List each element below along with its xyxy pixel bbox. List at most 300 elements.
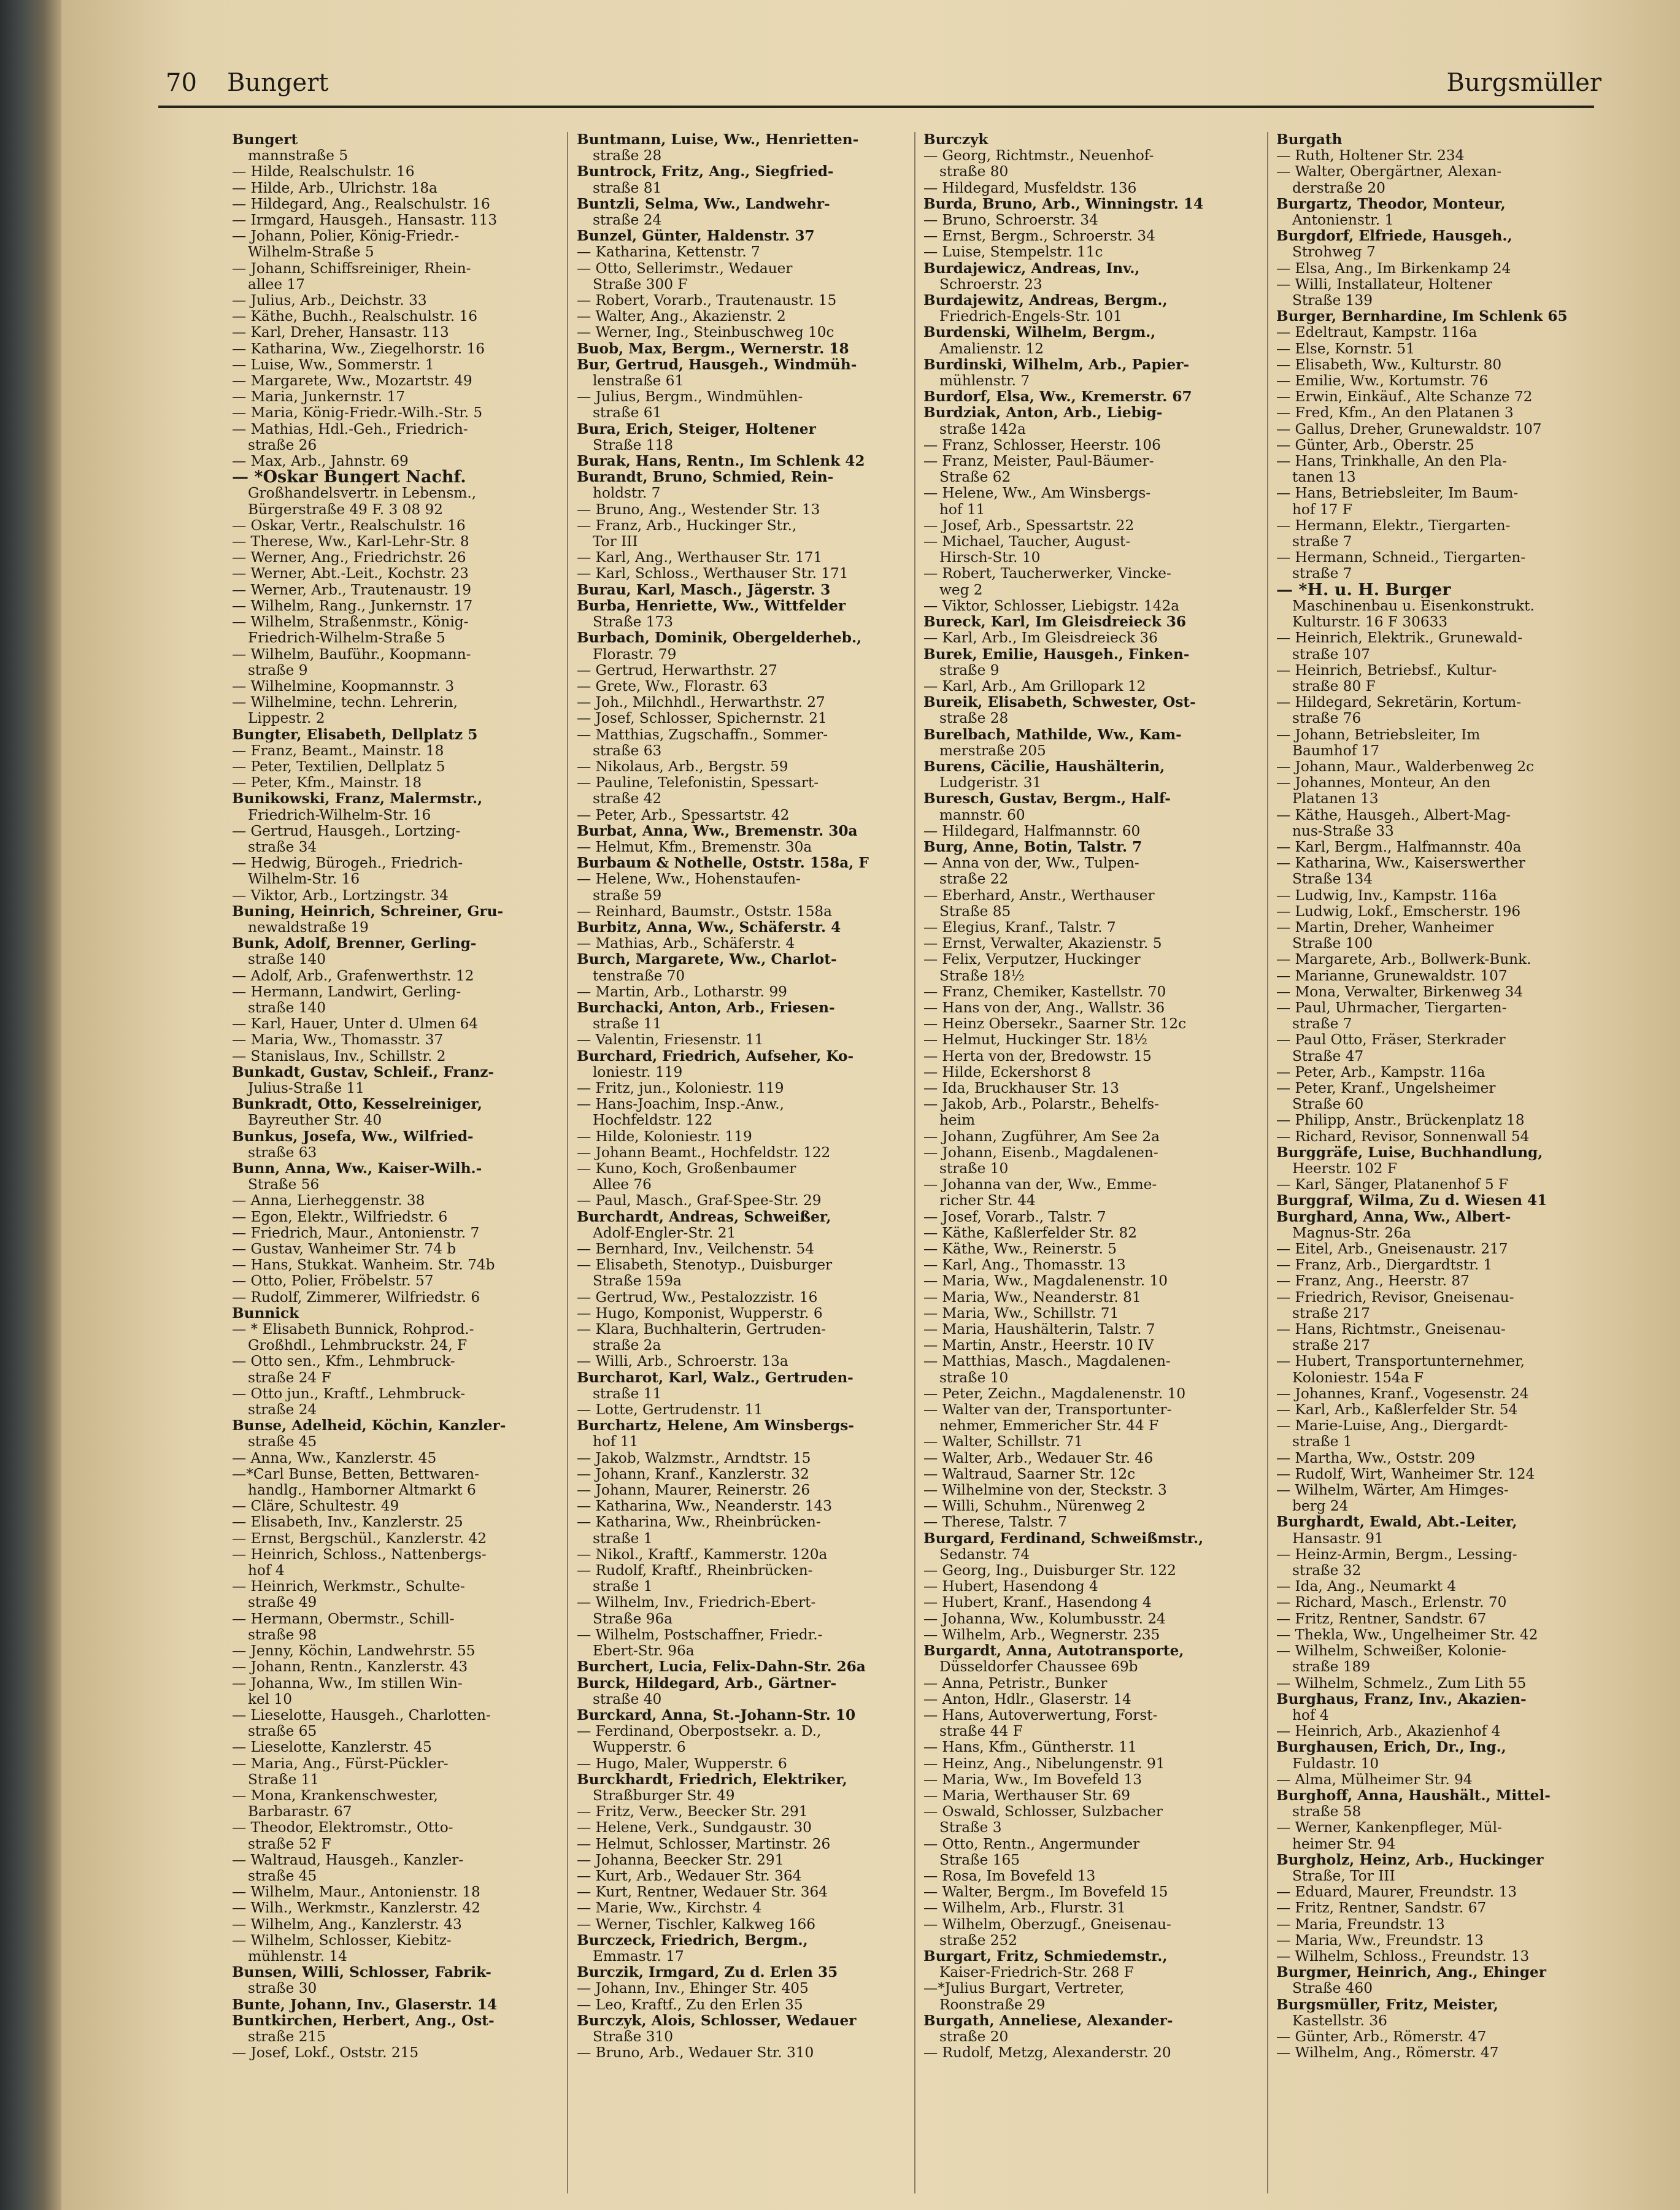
directory-entry-line: straße 45	[248, 1868, 317, 1884]
directory-entry-line: — Heinrich, Elektrik., Grunewald-	[1276, 630, 1523, 647]
directory-entry-line: derstraße 20	[1292, 180, 1385, 196]
directory-entry-line: — Maria, Ww., Magdalenenstr. 10	[923, 1273, 1168, 1290]
directory-entry-line: — Anna, Ww., Kanzlerstr. 45	[232, 1450, 437, 1466]
directory-entry-line: Bur, Gertrud, Hausgeh., Windmüh-	[577, 356, 857, 373]
directory-entry-line: — Maria, Freundstr. 13	[1276, 1916, 1445, 1933]
directory-entry-line: — Karl, Arb., Am Grillopark 12	[923, 678, 1146, 695]
directory-entry-line: — Heinz, Ang., Nibelungenstr. 91	[923, 1755, 1165, 1772]
directory-entry-line: — Ruth, Holtener Str. 234	[1276, 148, 1465, 164]
directory-entry-line: — Wilhelm, Postschaffner, Friedr.-	[577, 1627, 823, 1643]
directory-entry-line: Burckhardt, Friedrich, Elektriker,	[577, 1771, 847, 1788]
directory-entry-line: — Viktor, Arb., Lortzingstr. 34	[232, 887, 449, 904]
book-binding	[0, 0, 61, 2210]
directory-entry-line: straße 80	[939, 164, 1009, 180]
directory-entry-line: — Edeltraut, Kampstr. 116a	[1276, 325, 1478, 341]
directory-entry-line: nus-Straße 33	[1292, 823, 1394, 839]
directory-entry-line: — Michael, Taucher, August-	[923, 534, 1131, 550]
directory-entry-line: — Nikolaus, Arb., Bergstr. 59	[577, 758, 788, 775]
directory-entry-line: — Wilhelmine, Koopmannstr. 3	[232, 678, 455, 695]
directory-entry-line: — Otto, Polier, Fröbelstr. 57	[232, 1273, 434, 1290]
directory-entry-line: — Otto, Rentn., Angermunder	[923, 1836, 1140, 1852]
directory-entry-line: — Bruno, Arb., Wedauer Str. 310	[577, 2045, 814, 2062]
directory-entry-line: — Wilhelm, Wärter, Am Himges-	[1276, 1482, 1509, 1499]
directory-entry-line: straße 7	[1292, 566, 1352, 582]
header-keyword-left: Bungert	[227, 69, 329, 97]
directory-entry-line: hof 11	[939, 501, 985, 518]
directory-entry-line: — Friedrich, Maur., Antonienstr. 7	[232, 1225, 480, 1241]
directory-entry-line: straße 52 F	[248, 1836, 331, 1852]
directory-entry-line: richer Str. 44	[939, 1193, 1036, 1209]
directory-entry-line: loniestr. 119	[593, 1064, 683, 1080]
directory-entry-line: straße 45	[248, 1434, 317, 1450]
directory-entry-line: — Grete, Ww., Florastr. 63	[577, 678, 768, 695]
directory-entry-line: — Hermann, Landwirt, Gerling-	[232, 984, 461, 1000]
directory-entry-line: hof 11	[593, 1434, 639, 1450]
directory-entry-line: straße 140	[248, 999, 326, 1016]
directory-entry-line: Lippestr. 2	[248, 710, 325, 727]
directory-entry-line: straße 1	[1292, 1434, 1352, 1450]
directory-entry-line: Burda, Bruno, Arb., Winningstr. 14	[923, 196, 1204, 212]
directory-entry-line: — Karl, Schloss., Werthauser Str. 171	[577, 566, 849, 582]
directory-entry-line: — Robert, Vorarb., Trautenaustr. 15	[577, 293, 837, 309]
directory-entry-line: Burghausen, Erich, Dr., Ing.,	[1276, 1739, 1506, 1756]
directory-entry-line: — Hubert, Kranf., Hasendong 4	[923, 1595, 1152, 1611]
directory-entry-line: Roonstraße 29	[939, 1996, 1046, 2013]
directory-entry-line: mannstr. 60	[939, 807, 1025, 823]
page-number: 70	[166, 69, 197, 97]
directory-entry-line: — Johann, Inv., Ehinger Str. 405	[577, 1981, 809, 1997]
directory-entry-line: Burgath, Anneliese, Alexander-	[923, 2012, 1173, 2029]
directory-entry-line: straße 58	[1292, 1804, 1362, 1820]
directory-entry-line: Baumhof 17	[1292, 742, 1380, 759]
directory-entry-line: — Johann, Rentn., Kanzlerstr. 43	[232, 1659, 468, 1676]
directory-entry-line: straße 32	[1292, 1563, 1362, 1579]
directory-entry-line: Amalienstr. 12	[939, 341, 1044, 357]
directory-entry-line: Bunnick	[232, 1305, 299, 1322]
directory-entry-line: — Marianne, Grunewaldstr. 107	[1276, 968, 1508, 984]
directory-entry-line: — Günter, Arb., Römerstr. 47	[1276, 2028, 1487, 2045]
directory-entry-line: Allee 76	[593, 1177, 652, 1193]
directory-entry-line: — Gertrud, Herwarthstr. 27	[577, 662, 777, 679]
directory-entry-line: — Hans von der, Ang., Wallstr. 36	[923, 999, 1165, 1016]
directory-entry-line: Straße 96a	[593, 1611, 673, 1627]
directory-entry-line: Burbaum & Nothelle, Oststr. 158a, F	[577, 855, 869, 872]
directory-entry-line: — Heinrich, Arb., Akazienhof 4	[1276, 1723, 1501, 1740]
directory-entry-line: — Jakob, Walzmstr., Arndtstr. 15	[577, 1450, 811, 1466]
directory-entry-line: straße 142a	[939, 421, 1026, 437]
directory-entry-line: straße 26	[248, 437, 317, 453]
directory-entry-line: — Franz, Beamt., Mainstr. 18	[232, 742, 444, 759]
directory-entry-line: — Rosa, Im Bovefeld 13	[923, 1868, 1096, 1884]
directory-entry-line: — Heinz-Armin, Bergm., Lessing-	[1276, 1546, 1517, 1563]
directory-entry-line: — Wilhelm, Schlosser, Kiebitz-	[232, 1932, 452, 1949]
directory-entry-line: Burch, Margarete, Ww., Charlot-	[577, 952, 837, 968]
directory-entry-line: Burau, Karl, Masch., Jägerstr. 3	[577, 582, 831, 598]
directory-entry-line: — Heinrich, Betriebsf., Kultur-	[1276, 662, 1497, 679]
directory-entry-line: — Helmut, Huckinger Str. 18½	[923, 1032, 1147, 1049]
directory-entry-line: straße 9	[248, 662, 308, 679]
directory-entry-line: — Katharina, Kettenstr. 7	[577, 244, 760, 261]
directory-entry-line: Straße 118	[593, 437, 673, 453]
directory-entry-line: — Rudolf, Zimmerer, Wilfriedstr. 6	[232, 1289, 480, 1306]
directory-entry-line: — Maria, Ww., Freundstr. 13	[1276, 1932, 1484, 1949]
directory-column-2	[577, 132, 911, 2200]
directory-entry-line: mühlenstr. 7	[939, 373, 1030, 390]
directory-entry-line: — Elsa, Ang., Im Birkenkamp 24	[1276, 260, 1511, 277]
directory-entry-line: — Wilhelmine von der, Steckstr. 3	[923, 1482, 1167, 1499]
directory-entry-line: — Wilhelm, Arb., Flurstr. 31	[923, 1900, 1126, 1917]
directory-entry-line: — Gustav, Wanheimer Str. 74 b	[232, 1241, 457, 1258]
directory-entry-line: straße 24 F	[248, 1369, 331, 1386]
directory-entry-line: — Johanna, Ww., Im stillen Win-	[232, 1675, 463, 1692]
directory-entry-line: tenstraße 70	[593, 968, 685, 984]
directory-entry-line: — Matthias, Masch., Magdalenen-	[923, 1353, 1171, 1370]
directory-entry-line: Burandt, Bruno, Schmied, Rein-	[577, 469, 834, 486]
directory-entry-line: Straße 18½	[939, 968, 1025, 984]
directory-entry-line: Burchartz, Helene, Am Winsbergs-	[577, 1418, 854, 1434]
directory-entry-line: straße 61	[593, 405, 662, 422]
directory-entry-line: Burgard, Ferdinand, Schweißmstr.,	[923, 1530, 1204, 1547]
directory-entry-line: — Wilh., Werkmstr., Kanzlerstr. 42	[232, 1900, 481, 1917]
directory-entry-line: Adolf-Engler-Str. 21	[593, 1225, 736, 1241]
directory-entry-line: Straße 62	[939, 469, 1011, 486]
directory-entry-line: straße 28	[593, 148, 662, 164]
directory-entry-line: — Josef, Vorarb., Talstr. 7	[923, 1209, 1106, 1225]
directory-entry-line: Burgart, Fritz, Schmiedemstr.,	[923, 1948, 1168, 1965]
directory-entry-line: — Maria, Ww., Thomasstr. 37	[232, 1032, 444, 1049]
directory-entry-line: — Julius, Bergm., Windmühlen-	[577, 389, 803, 406]
directory-entry-line: straße 7	[1292, 1016, 1352, 1033]
directory-entry-line: Buntrock, Fritz, Ang., Siegfried-	[577, 164, 834, 180]
directory-entry-line: Straße 85	[939, 903, 1011, 920]
directory-entry-line: — Anna, Lierheggenstr. 38	[232, 1193, 425, 1209]
directory-entry-line: Burbat, Anna, Ww., Bremenstr. 30a	[577, 823, 858, 839]
directory-entry-line: — Hermann, Schneid., Tiergarten-	[1276, 550, 1526, 566]
directory-entry-line: — Valentin, Friesenstr. 11	[577, 1032, 764, 1049]
directory-entry-line: — Hans, Trinkhalle, An den Pla-	[1276, 453, 1507, 470]
directory-entry-line: Burgartz, Theodor, Monteur,	[1276, 196, 1506, 212]
directory-entry-line: — Elegius, Kranf., Talstr. 7	[923, 919, 1116, 936]
directory-entry-line: — Johann, Betriebsleiter, Im	[1276, 726, 1481, 743]
directory-entry-line: straße 1	[593, 1579, 653, 1595]
directory-entry-line: — Werner, Ing., Steinbuschweg 10c	[577, 325, 834, 341]
directory-entry-line: Bunkadt, Gustav, Schleif., Franz-	[232, 1064, 495, 1080]
directory-entry-line: — Ferdinand, Oberpostsekr. a. D.,	[577, 1723, 822, 1740]
directory-entry-line: hof 4	[1292, 1707, 1329, 1723]
directory-entry-line: — Therese, Ww., Karl-Lehr-Str. 8	[232, 534, 469, 550]
directory-entry-line: — Karl, Sänger, Platanenhof 5 F	[1276, 1177, 1509, 1193]
directory-entry-line: Burbach, Dominik, Obergelderheb.,	[577, 630, 862, 647]
directory-entry-line: — Hildegard, Sekretärin, Kortum-	[1276, 695, 1522, 711]
directory-entry-line: — Kurt, Rentner, Wedauer Str. 364	[577, 1884, 828, 1901]
directory-entry-line: merstraße 205	[939, 742, 1046, 759]
directory-entry-line: — Egon, Elektr., Wilfriedstr. 6	[232, 1209, 448, 1225]
directory-entry-line: — Werner, Ang., Friedrichstr. 26	[232, 550, 466, 566]
directory-entry-line: Burckard, Anna, St.-Johann-Str. 10	[577, 1707, 856, 1723]
directory-entry-line: Heerstr. 102 F	[1292, 1161, 1397, 1177]
directory-entry-line: — Walter, Schillstr. 71	[923, 1434, 1083, 1450]
directory-entry-line: — Herta von der, Bredowstr. 15	[923, 1048, 1152, 1065]
directory-entry-line: — Katharina, Ww., Ziegelhorstr. 16	[232, 341, 485, 357]
directory-entry-line: Straße 460	[1292, 1981, 1373, 1997]
directory-entry-line: Straße 11	[248, 1771, 320, 1788]
directory-entry-line: — Wilhelm, Schmelz., Zum Lith 55	[1276, 1675, 1527, 1692]
directory-entry-line: Burgmer, Heinrich, Ang., Ehinger	[1276, 1965, 1546, 1981]
directory-entry-line: — Hans-Joachim, Insp.-Anw.,	[577, 1096, 784, 1113]
directory-entry-line: — Katharina, Ww., Neanderstr. 143	[577, 1498, 832, 1515]
directory-entry-line: Burbitz, Anna, Ww., Schäferstr. 4	[577, 919, 841, 936]
directory-entry-line: hof 17 F	[1292, 501, 1352, 518]
directory-entry-line: — Ernst, Bergschül., Kanzlerstr. 42	[232, 1530, 487, 1547]
directory-entry-line: Bunsen, Willi, Schlosser, Fabrik-	[232, 1965, 491, 1981]
directory-entry-line: — Hilde, Realschulstr. 16	[232, 164, 415, 180]
directory-entry-line: Barbarastr. 67	[248, 1804, 352, 1820]
directory-entry-line: straße 189	[1292, 1659, 1370, 1676]
directory-entry-line: — Wilhelm, Rang., Junkernstr. 17	[232, 598, 473, 614]
directory-entry-line: — Karl, Ang., Werthauser Str. 171	[577, 550, 823, 566]
directory-entry-line: — Johanna, Ww., Kolumbusstr. 24	[923, 1611, 1166, 1627]
directory-entry-line: Buresch, Gustav, Bergm., Half-	[923, 791, 1171, 807]
directory-entry-line: Burczeck, Friedrich, Bergm.,	[577, 1932, 808, 1949]
directory-entry-line: Burcharot, Karl, Walz., Gertruden-	[577, 1369, 853, 1386]
directory-entry-line: Bureik, Elisabeth, Schwester, Ost-	[923, 695, 1196, 711]
directory-entry-line: — Anton, Hdlr., Glaserstr. 14	[923, 1691, 1131, 1708]
directory-entry-line: — *Oskar Bungert Nachf.	[232, 469, 466, 486]
directory-entry-line: straße 24	[248, 1402, 317, 1419]
directory-entry-line: — Heinz Obersekr., Saarner Str. 12c	[923, 1016, 1187, 1033]
directory-entry-line: berg 24	[1292, 1498, 1349, 1515]
directory-entry-line: — Jenny, Köchin, Landwehrstr. 55	[232, 1643, 476, 1660]
directory-entry-line: — Hugo, Maler, Wupperstr. 6	[577, 1755, 787, 1772]
directory-entry-line: — Max, Arb., Jahnstr. 69	[232, 453, 409, 470]
directory-entry-line: — Luise, Ww., Sommerstr. 1	[232, 356, 434, 373]
directory-entry-line: straße 9	[939, 662, 1000, 679]
directory-entry-line: — Martin, Dreher, Wanheimer	[1276, 919, 1494, 936]
directory-entry-line: straße 215	[248, 2028, 326, 2045]
directory-entry-line: — Bruno, Schroerstr. 34	[923, 212, 1098, 229]
directory-entry-line: — Elisabeth, Stenotyp., Duisburger	[577, 1257, 833, 1274]
directory-entry-line: — Käthe, Kaßlerfelder Str. 82	[923, 1225, 1138, 1241]
directory-entry-line: Magnus-Str. 26a	[1292, 1225, 1411, 1241]
directory-entry-line: Wilhelm-Str. 16	[248, 871, 360, 888]
directory-entry-line: — Franz, Arb., Huckinger Str.,	[577, 517, 797, 534]
directory-entry-line: Buob, Max, Bergm., Wernerstr. 18	[577, 341, 849, 357]
directory-entry-line: tanen 13	[1292, 469, 1356, 486]
directory-entry-line: Kulturstr. 16 F 30633	[1292, 614, 1448, 631]
directory-entry-line: — Philipp, Anstr., Brückenplatz 18	[1276, 1112, 1525, 1129]
directory-entry-line: — Katharina, Ww., Rheinbrücken-	[577, 1514, 821, 1531]
directory-entry-line: nehmer, Emmericher Str. 44 F	[939, 1418, 1159, 1434]
directory-entry-line: — Martha, Ww., Oststr. 209	[1276, 1450, 1476, 1466]
directory-entry-line: — Otto, Sellerimstr., Wedauer	[577, 260, 793, 277]
directory-entry-line: — Karl, Dreher, Hansastr. 113	[232, 325, 449, 341]
directory-entry-line: — Paul Otto, Fräser, Sterkrader	[1276, 1032, 1506, 1049]
directory-entry-line: — Heinrich, Schloss., Nattenbergs-	[232, 1546, 487, 1563]
directory-entry-line: — Anna, Petristr., Bunker	[923, 1675, 1108, 1692]
directory-entry-line: — Wilhelm, Schweißer, Kolonie-	[1276, 1643, 1506, 1660]
directory-entry-line: straße 217	[1292, 1305, 1370, 1322]
directory-entry-line: — Johann, Maurer, Reinerstr. 26	[577, 1482, 811, 1499]
directory-entry-line: Burchacki, Anton, Arb., Friesen-	[577, 999, 835, 1016]
directory-entry-line: — Stanislaus, Inv., Schillstr. 2	[232, 1048, 446, 1065]
directory-entry-line: — Joh., Milchhdl., Herwarthstr. 27	[577, 695, 825, 711]
directory-entry-line: — Friedrich, Revisor, Gneisenau-	[1276, 1289, 1514, 1306]
directory-entry-line: — Fritz, Rentner, Sandstr. 67	[1276, 1900, 1487, 1917]
directory-entry-line: — Fritz, jun., Koloniestr. 119	[577, 1080, 784, 1096]
directory-entry-line: Buntkirchen, Herbert, Ang., Ost-	[232, 2012, 495, 2029]
directory-entry-line: Straße 165	[939, 1852, 1020, 1868]
directory-entry-line: — Werner, Kankenpfleger, Mül-	[1276, 1820, 1502, 1836]
directory-entry-line: straße 24	[593, 212, 662, 229]
directory-entry-line: — Wilhelm, Ang., Römerstr. 47	[1276, 2045, 1499, 2062]
directory-entry-line: Bura, Erich, Steiger, Holtener	[577, 421, 816, 437]
directory-entry-line: — Franz, Ang., Heerstr. 87	[1276, 1273, 1470, 1290]
directory-entry-line: — Franz, Schlosser, Heerstr. 106	[923, 437, 1161, 453]
directory-entry-line: — Nikol., Kraftf., Kammerstr. 120a	[577, 1546, 828, 1563]
directory-entry-line: Hochfeldstr. 122	[593, 1112, 713, 1129]
directory-entry-line: — * Elisabeth Bunnick, Rohprod.-	[232, 1322, 474, 1338]
directory-entry-line: newaldstraße 19	[248, 919, 369, 936]
directory-entry-line: Antonienstr. 1	[1292, 212, 1394, 229]
directory-entry-line: Burdajewicz, Andreas, Inv.,	[923, 260, 1140, 277]
directory-entry-line: — Matthias, Zugschaffn., Sommer-	[577, 726, 828, 743]
directory-entry-line: — Pauline, Telefonistin, Spessart-	[577, 775, 819, 791]
directory-entry-line: straße 30	[248, 1981, 317, 1997]
directory-entry-line: — Maria, Ang., Fürst-Pückler-	[232, 1755, 449, 1772]
directory-entry-line: Burgholz, Heinz, Arb., Huckinger	[1276, 1852, 1544, 1868]
directory-entry-line: — Helene, Verk., Sundgaustr. 30	[577, 1820, 812, 1836]
directory-entry-line: lenstraße 61	[593, 373, 684, 390]
directory-entry-line: straße 63	[248, 1144, 317, 1161]
directory-entry-line: straße 59	[593, 887, 662, 904]
directory-entry-line: heimer Str. 94	[1292, 1836, 1396, 1852]
directory-entry-line: — Karl, Bergm., Halfmannstr. 40a	[1276, 839, 1522, 855]
directory-entry-line: mannstraße 5	[248, 148, 349, 164]
directory-entry-line: — Wilhelm, Arb., Wegnerstr. 235	[923, 1627, 1160, 1643]
directory-entry-line: Burggräfe, Luise, Buchhandlung,	[1276, 1144, 1543, 1161]
directory-entry-line: — Hans, Betriebsleiter, Im Baum-	[1276, 485, 1519, 502]
directory-entry-line: Burczik, Irmgard, Zu d. Erlen 35	[577, 1965, 838, 1981]
directory-entry-line: Großhandelsvertr. in Lebensm.,	[248, 485, 477, 502]
directory-entry-line: weg 2	[939, 582, 983, 598]
directory-entry-line: — Hermann, Obermstr., Schill-	[232, 1611, 455, 1627]
directory-entry-line: — Klara, Buchhalterin, Gertruden-	[577, 1322, 827, 1338]
directory-entry-line: straße 20	[939, 2028, 1009, 2045]
directory-entry-line: Buning, Heinrich, Schreiner, Gru-	[232, 903, 504, 920]
directory-entry-line: Burdziak, Anton, Arb., Liebig-	[923, 405, 1163, 422]
directory-entry-line: — Paul, Masch., Graf-Spee-Str. 29	[577, 1193, 822, 1209]
directory-entry-line: — Wilhelm, Schloss., Freundstr. 13	[1276, 1948, 1530, 1965]
directory-entry-line: — Karl, Arb., Im Gleisdreieck 36	[923, 630, 1158, 647]
directory-entry-line: — Rudolf, Metzg, Alexanderstr. 20	[923, 2045, 1171, 2062]
directory-entry-line: — Maria, Ww., Schillstr. 71	[923, 1305, 1119, 1322]
directory-entry-line: —*Carl Bunse, Betten, Bettwaren-	[232, 1466, 479, 1482]
directory-entry-line: — Willi, Arb., Schroerstr. 13a	[577, 1353, 788, 1370]
directory-entry-line: — Katharina, Ww., Kaiserswerther	[1276, 855, 1525, 872]
directory-entry-line: straße 34	[248, 839, 317, 855]
directory-entry-line: — Walter, Arb., Wedauer Str. 46	[923, 1450, 1154, 1466]
directory-entry-line: straße 11	[593, 1016, 662, 1033]
directory-entry-line: Straße 159a	[593, 1273, 682, 1290]
directory-entry-line: straße 22	[939, 871, 1009, 888]
directory-entry-line: — Johann, Polier, König-Friedr.-	[232, 228, 460, 245]
directory-entry-line: — Johanna, Beecker Str. 291	[577, 1852, 784, 1868]
directory-entry-line: straße 98	[248, 1627, 317, 1643]
directory-entry-line: — Ernst, Verwalter, Akazienstr. 5	[923, 936, 1162, 952]
directory-entry-line: — Gallus, Dreher, Grunewaldstr. 107	[1276, 421, 1542, 437]
directory-entry-line: — Franz, Arb., Diergardtstr. 1	[1276, 1257, 1493, 1274]
directory-entry-line: — Maria, Junkernstr. 17	[232, 389, 406, 406]
directory-entry-line: — Willi, Installateur, Holtener	[1276, 276, 1492, 293]
directory-entry-line: — Kuno, Koch, Großenbaumer	[577, 1161, 796, 1177]
directory-entry-line: Buntmann, Luise, Ww., Henrietten-	[577, 132, 859, 148]
directory-entry-line: — Mathias, Arb., Schäferstr. 4	[577, 936, 795, 952]
directory-entry-line: heim	[939, 1112, 976, 1129]
directory-entry-line: Burger, Bernhardine, Im Schlenk 65	[1276, 309, 1568, 325]
directory-entry-line: — Walter, Ang., Akazienstr. 2	[577, 309, 786, 325]
directory-entry-line: Friedrich-Engels-Str. 101	[939, 309, 1122, 325]
directory-entry-line: Burczyk	[923, 132, 988, 148]
directory-entry-line: Ebert-Str. 96a	[593, 1643, 695, 1660]
header-keyword-right: Burgsmüller	[1446, 69, 1601, 97]
directory-entry-line: — Marie, Ww., Kirchstr. 4	[577, 1900, 762, 1917]
directory-entry-line: — Richard, Masch., Erlenstr. 70	[1276, 1595, 1507, 1611]
directory-entry-line: — Johann, Zugführer, Am See 2a	[923, 1128, 1160, 1145]
directory-entry-line: Burgsmüller, Fritz, Meister,	[1276, 1996, 1498, 2013]
directory-entry-line: — Hildegard, Ang., Realschulstr. 16	[232, 196, 490, 212]
directory-entry-line: — Theodor, Elektromstr., Otto-	[232, 1820, 453, 1836]
directory-entry-line: — Eberhard, Anstr., Werthauser	[923, 887, 1155, 904]
column-divider	[1267, 132, 1268, 2193]
directory-entry-line: — Oswald, Schlosser, Sulzbacher	[923, 1804, 1163, 1820]
directory-entry-line: — Walter, Bergm., Im Bovefeld 15	[923, 1884, 1168, 1901]
directory-entry-line: — Walter van der, Transportunter-	[923, 1402, 1172, 1419]
directory-entry-line: — Georg, Ing., Duisburger Str. 122	[923, 1563, 1176, 1579]
directory-entry-line: Bayreuther Str. 40	[248, 1112, 382, 1129]
directory-entry-line: Fuldastr. 10	[1292, 1755, 1379, 1772]
directory-entry-line: — Hubert, Transportunternehmer,	[1276, 1353, 1525, 1370]
directory-entry-line: Burgath	[1276, 132, 1343, 148]
directory-entry-line: Bunkradt, Otto, Kesselreiniger,	[232, 1096, 482, 1113]
directory-entry-line: — Wilhelm, Bauführ., Koopmann-	[232, 646, 471, 663]
directory-entry-line: — Wilhelm, Oberzugf., Gneisenau-	[923, 1916, 1171, 1933]
directory-entry-line: — Karl, Ang., Thomasstr. 13	[923, 1257, 1126, 1274]
directory-entry-line: straße 7	[1292, 534, 1352, 550]
directory-entry-line: Straße 60	[1292, 1096, 1364, 1113]
directory-entry-line: — Gertrud, Hausgeh., Lortzing-	[232, 823, 461, 839]
directory-entry-line: — Emilie, Ww., Kortumstr. 76	[1276, 373, 1489, 390]
directory-entry-line: Burczyk, Alois, Schlosser, Wedauer	[577, 2012, 857, 2029]
directory-entry-line: handlg., Hamborner Altmarkt 6	[248, 1482, 476, 1499]
directory-entry-line: — Johann, Schiffsreiniger, Rhein-	[232, 260, 471, 277]
directory-entry-line: Burchardt, Andreas, Schweißer,	[577, 1209, 831, 1225]
directory-entry-line: — Ida, Bruckhauser Str. 13	[923, 1080, 1119, 1096]
directory-entry-line: — Marie-Luise, Ang., Diergardt-	[1276, 1418, 1508, 1434]
directory-entry-line: Friedrich-Wilhelm-Straße 5	[248, 630, 445, 647]
directory-entry-line: — Peter, Arb., Spessartstr. 42	[577, 807, 790, 823]
directory-entry-line: — Ida, Ang., Neumarkt 4	[1276, 1579, 1457, 1595]
directory-entry-line: — Peter, Textilien, Dellplatz 5	[232, 758, 445, 775]
directory-entry-line: Burghoff, Anna, Haushält., Mittel-	[1276, 1787, 1551, 1804]
directory-entry-line: — Karl, Arb., Kaßlerfelder Str. 54	[1276, 1402, 1518, 1419]
directory-entry-line: Burdorf, Elsa, Ww., Kremerstr. 67	[923, 389, 1192, 406]
directory-entry-line: — Helmut, Kfm., Bremenstr. 30a	[577, 839, 812, 855]
directory-entry-line: — Fritz, Verw., Beecker Str. 291	[577, 1804, 808, 1820]
directory-entry-line: Straße 300 F	[593, 276, 688, 293]
directory-entry-line: straße 140	[248, 952, 326, 968]
directory-entry-line: — Oskar, Vertr., Realschulstr. 16	[232, 517, 466, 534]
directory-entry-line: Straße, Tor III	[1292, 1868, 1395, 1884]
